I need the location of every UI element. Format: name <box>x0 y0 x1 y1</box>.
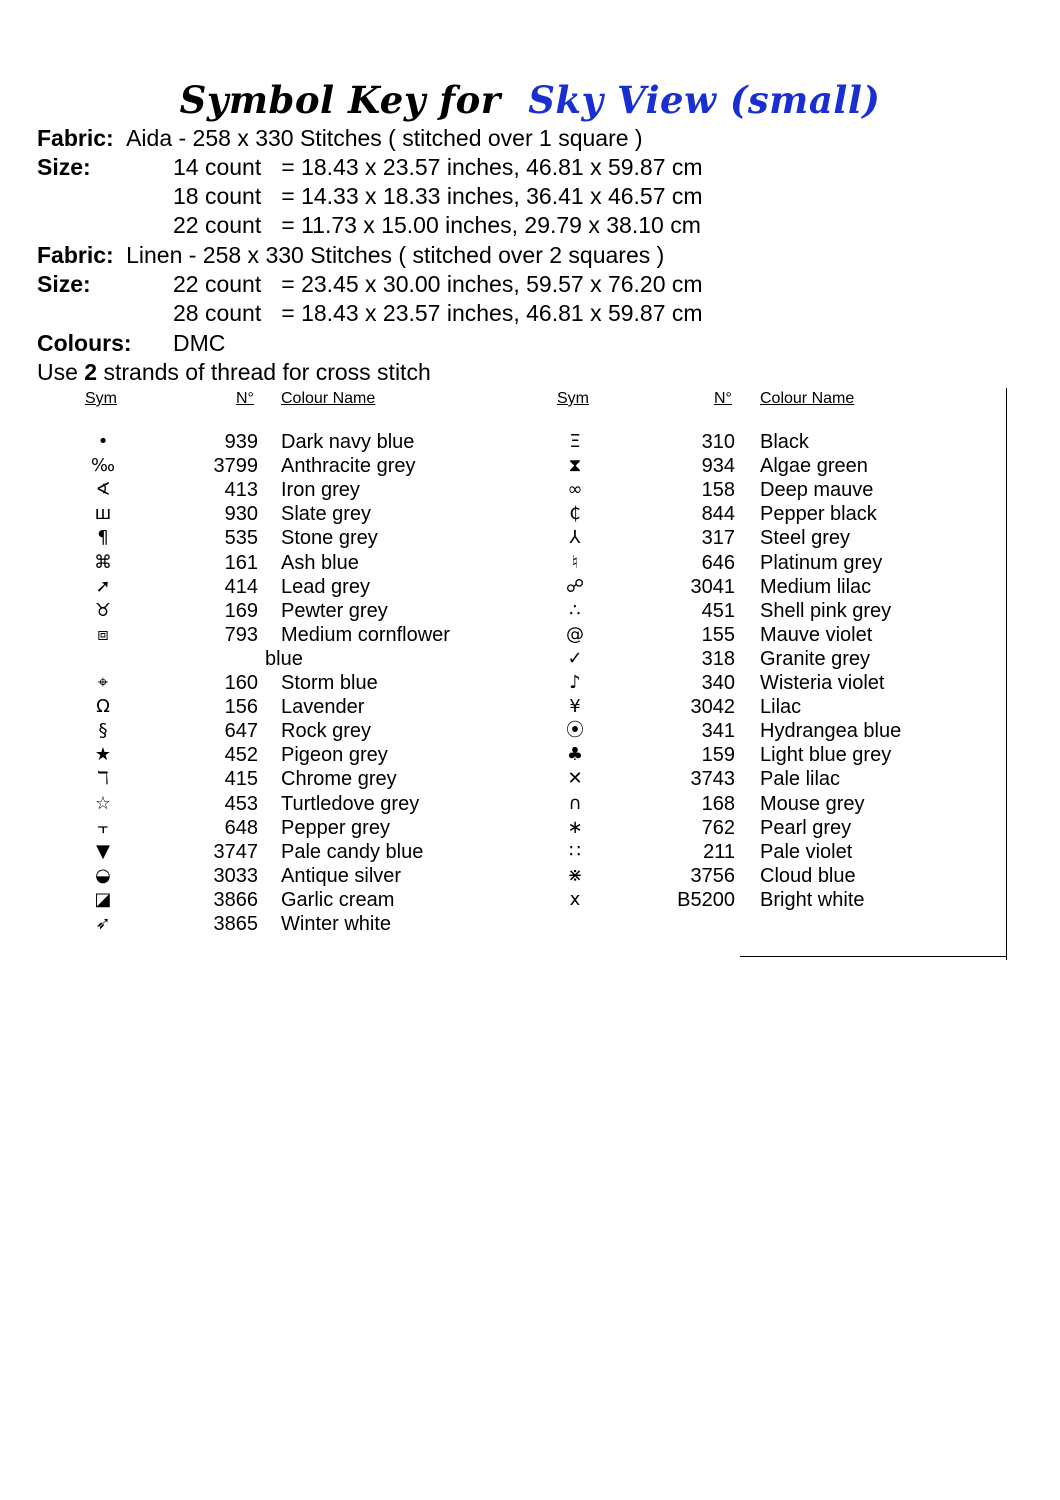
size-aida-line-3 <box>37 211 757 240</box>
title-pattern-name: Sky View (small) <box>528 78 881 122</box>
stitch-symbol-icon: ◒ <box>95 864 111 886</box>
dmc-number: 453 <box>224 792 258 815</box>
stitch-symbol-icon: • <box>97 431 109 452</box>
key-row-right <box>0 551 1000 575</box>
colour-name: Garlic cream <box>281 888 395 911</box>
dmc-number: 646 <box>701 551 735 574</box>
colour-name: Medium lilac <box>760 575 872 598</box>
dmc-number: 3042 <box>690 696 735 719</box>
strands-line <box>37 358 431 387</box>
colour-name: Stone grey <box>281 527 378 550</box>
key-row-right <box>0 792 1000 816</box>
title-prefix: Symbol Key for <box>179 78 501 122</box>
colour-name: Antique silver <box>281 864 402 887</box>
colour-name: Algae green <box>760 455 868 478</box>
size-linen-line-1 <box>37 270 757 299</box>
key-row-right <box>0 478 1000 502</box>
size-aida-line-1 <box>37 153 757 182</box>
dmc-number: 159 <box>701 744 735 767</box>
colour-name: Rock grey <box>281 720 372 743</box>
stitch-symbol-icon: ⋇ <box>567 864 583 886</box>
key-row-right <box>0 623 1000 647</box>
stitch-symbol-icon: x <box>569 888 581 910</box>
colour-name: Winter white <box>281 913 392 935</box>
colour-name: Hydrangea blue <box>760 720 902 743</box>
stitch-symbol-icon: ▼ <box>96 840 110 862</box>
header-name-right: Colour Name <box>760 390 855 407</box>
stitch-symbol-icon: ∩ <box>568 792 582 814</box>
dmc-number: 930 <box>224 503 258 526</box>
dmc-number: 3799 <box>213 455 258 478</box>
dmc-number: 934 <box>701 455 735 478</box>
colour-name: Medium cornflower <box>281 623 450 646</box>
page-title <box>0 78 1060 122</box>
colour-name: Dark navy blue <box>281 431 415 453</box>
dmc-number: B5200 <box>677 888 735 911</box>
dmc-number: 762 <box>701 816 735 839</box>
stitch-symbol-icon: ∴ <box>569 599 581 621</box>
fabric-label: Fabric: <box>37 242 114 268</box>
colour-name: Anthracite grey <box>281 455 416 478</box>
stitch-symbol-icon: ☍ <box>565 575 585 597</box>
dmc-number: 844 <box>701 503 735 526</box>
key-row-left <box>0 912 1000 936</box>
dmc-number: 168 <box>701 792 735 815</box>
fabric-linen-line <box>37 241 664 270</box>
key-row-right <box>0 888 1000 912</box>
fabric-aida-text: Aida - 258 x 330 Stitches ( stitched over 1 square ) <box>126 125 643 151</box>
strands-count: 2 <box>84 359 98 385</box>
dims-value: = 18.43 x 23.57 inches, 46.81 x 59.87 cm <box>281 154 703 180</box>
stitch-symbol-icon: ∢ <box>95 479 111 501</box>
colour-name: Pepper black <box>760 503 877 526</box>
stitch-symbol-icon: ♉ <box>94 599 112 621</box>
dims-value: = 14.33 x 18.33 inches, 36.41 x 46.57 cm <box>281 183 703 209</box>
dmc-number: 340 <box>701 672 735 694</box>
key-row-right <box>0 671 1000 695</box>
count-value: 28 count <box>173 300 262 326</box>
colour-name: Shell pink grey <box>760 599 892 622</box>
colour-name: Deep mauve <box>760 479 874 502</box>
key-row-right <box>0 840 1000 864</box>
key-row-right <box>0 526 1000 550</box>
dmc-number: 3747 <box>213 840 258 863</box>
stitch-symbol-icon: § <box>98 720 108 742</box>
dims-value: = 18.43 x 23.57 inches, 46.81 x 59.87 cm <box>281 300 703 326</box>
colour-name: Ash blue <box>281 551 359 574</box>
colour-name: Pepper grey <box>281 816 390 839</box>
size-label: Size: <box>37 154 91 180</box>
size-linen-line-2 <box>37 299 757 328</box>
colours-label: Colours: <box>37 330 132 356</box>
key-row-right <box>0 647 1000 671</box>
colour-name: Pale candy blue <box>281 840 424 863</box>
colour-name: Lilac <box>760 696 802 719</box>
dmc-number: 3756 <box>690 864 735 887</box>
colour-name: Lead grey <box>281 575 370 598</box>
stitch-symbol-icon: ш <box>94 503 112 525</box>
stitch-symbol-icon: ✕ <box>567 768 583 790</box>
stitch-symbol-icon: ⫟ <box>97 816 109 838</box>
stitch-symbol-icon: ⧈ <box>97 623 109 645</box>
dmc-number: 3033 <box>213 864 258 887</box>
header-num-right: N° <box>714 390 732 407</box>
dmc-number: 939 <box>224 431 258 453</box>
dmc-number: 310 <box>701 431 735 453</box>
colour-name: Chrome grey <box>281 768 397 791</box>
stitch-symbol-icon: ➚ <box>95 575 111 597</box>
dmc-number: 318 <box>701 647 735 670</box>
dmc-number: 317 <box>701 527 735 550</box>
colour-name: Bright white <box>760 888 865 911</box>
header-sym-left: Sym <box>85 390 117 407</box>
stitch-symbol-icon: ∷ <box>569 840 581 862</box>
dmc-number: 211 <box>703 840 735 863</box>
header-sym-right: Sym <box>557 390 589 407</box>
stitch-symbol-icon: ★ <box>94 744 112 766</box>
dmc-number: 3865 <box>213 913 258 935</box>
key-row-right <box>0 864 1000 888</box>
dmc-number: 414 <box>224 575 258 598</box>
colour-name: Cloud blue <box>760 864 856 887</box>
colour-name: Mouse grey <box>760 792 865 815</box>
dmc-number: 169 <box>224 599 258 622</box>
table-bottom-border <box>740 956 1007 957</box>
size-aida-line-2 <box>37 182 757 211</box>
dmc-number: 3041 <box>690 575 735 598</box>
dmc-number: 156 <box>224 696 258 719</box>
dmc-number: 341 <box>701 720 735 743</box>
colour-name: Black <box>760 431 809 453</box>
stitch-symbol-icon: ⧗ <box>568 455 582 477</box>
colour-name: Wisteria violet <box>760 672 885 694</box>
dmc-number: 452 <box>224 744 258 767</box>
count-value: 22 count <box>173 271 262 297</box>
colour-name: Slate grey <box>281 503 372 526</box>
dmc-number: 793 <box>224 623 258 646</box>
colour-name: Pewter grey <box>281 599 388 622</box>
stitch-symbol-icon: Ξ <box>569 431 581 452</box>
dims-value: = 11.73 x 15.00 inches, 29.79 x 38.10 cm <box>281 212 701 238</box>
dmc-number: 648 <box>224 816 258 839</box>
stitch-symbol-icon: ✓ <box>567 647 583 669</box>
colour-name: Platinum grey <box>760 551 883 574</box>
table-right-border <box>1006 388 1007 960</box>
stitch-symbol-icon: ⦿ <box>566 720 584 742</box>
stitch-symbol-icon: ₵ <box>569 503 581 525</box>
stitch-symbol-icon: ♪ <box>569 672 581 693</box>
key-row-right <box>0 454 1000 478</box>
colours-line <box>37 329 337 358</box>
stitch-symbol-icon: ◪ <box>94 888 112 910</box>
dmc-number: 535 <box>224 527 258 550</box>
stitch-symbol-icon: ∗ <box>567 816 583 838</box>
key-row-right <box>0 695 1000 719</box>
colour-name: Granite grey <box>760 647 871 670</box>
key-row-right <box>0 575 1000 599</box>
stitch-symbol-icon: ♣ <box>566 744 584 766</box>
stitch-symbol-icon: Ω <box>96 696 110 718</box>
colour-name: Pigeon grey <box>281 744 388 767</box>
dmc-number: 161 <box>224 551 258 574</box>
stitch-symbol-icon: ⌘ <box>94 551 112 573</box>
dmc-number: 155 <box>701 623 735 646</box>
colour-name: Iron grey <box>281 479 360 502</box>
key-row-right <box>0 430 1000 454</box>
colours-value: DMC <box>173 330 226 356</box>
colour-name: Mauve violet <box>760 623 873 646</box>
header-name-left: Colour Name <box>281 390 376 407</box>
dims-value: = 23.45 x 30.00 inches, 59.57 x 76.20 cm <box>281 271 703 297</box>
stitch-symbol-icon: ℸ <box>97 768 109 790</box>
header-num-left: N° <box>236 390 254 407</box>
strands-prefix: Use <box>37 359 78 385</box>
fabric-label: Fabric: <box>37 125 114 151</box>
key-row-right <box>0 599 1000 623</box>
colour-name: Steel grey <box>760 527 851 550</box>
count-value: 22 count <box>173 212 262 238</box>
dmc-number: 647 <box>224 720 258 743</box>
key-row-right <box>0 816 1000 840</box>
size-label: Size: <box>37 271 91 297</box>
colour-name: Turtledove grey <box>281 792 420 815</box>
stitch-symbol-icon: ‰ <box>90 455 116 477</box>
stitch-symbol-icon: ☆ <box>94 792 112 814</box>
key-row-right <box>0 767 1000 791</box>
count-value: 18 count <box>173 183 262 209</box>
colour-name-continued: blue <box>265 647 303 670</box>
strands-suffix: strands of thread for cross stitch <box>103 359 431 385</box>
colour-name: Lavender <box>281 696 365 719</box>
key-row-right <box>0 502 1000 526</box>
fabric-linen-text: Linen - 258 x 330 Stitches ( stitched over 2 squares ) <box>126 242 665 268</box>
stitch-symbol-icon: ¶ <box>97 527 109 549</box>
stitch-symbol-icon: ⅄ <box>569 527 581 549</box>
dmc-number: 413 <box>224 479 258 502</box>
key-row-right <box>0 719 1000 743</box>
dmc-number: 158 <box>701 479 735 502</box>
stitch-symbol-icon: ¥ <box>569 696 581 718</box>
colour-name: Light blue grey <box>760 744 892 767</box>
stitch-symbol-icon: @ <box>566 623 584 645</box>
fabric-aida-line <box>37 124 643 153</box>
dmc-number: 3743 <box>690 768 735 791</box>
stitch-symbol-icon: ♮ <box>571 551 579 573</box>
count-value: 14 count <box>173 154 262 180</box>
colour-name: Pale violet <box>760 840 853 863</box>
colour-name: Pearl grey <box>760 816 852 839</box>
colour-name: Storm blue <box>281 672 378 694</box>
stitch-symbol-icon: ∞ <box>567 479 583 501</box>
stitch-symbol-icon: ⌖ <box>97 672 109 693</box>
dmc-number: 3866 <box>213 888 258 911</box>
dmc-number: 415 <box>224 768 258 791</box>
key-row-right <box>0 743 1000 767</box>
dmc-number: 451 <box>701 599 735 622</box>
dmc-number: 160 <box>224 672 258 694</box>
colour-name: Pale lilac <box>760 768 841 791</box>
stitch-symbol-icon: ➶ <box>95 913 111 934</box>
